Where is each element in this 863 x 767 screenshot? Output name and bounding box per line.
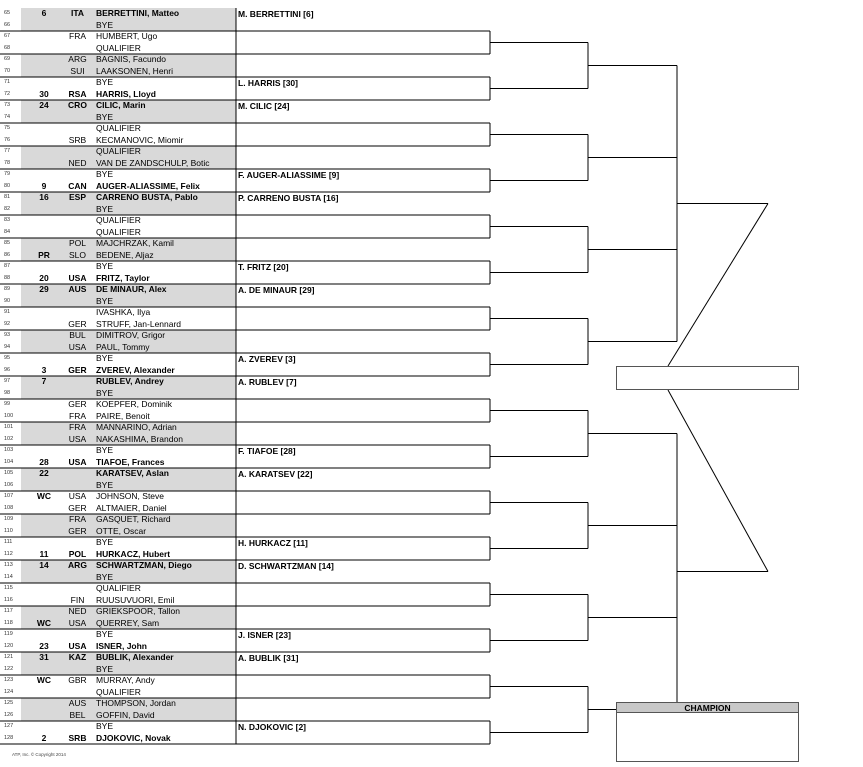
entry-country: FRA	[69, 410, 86, 421]
entry-num: 81	[4, 194, 11, 200]
entry-country: RSA	[68, 88, 87, 99]
round2-entry: P. CARRENO BUSTA [16]	[238, 192, 339, 203]
round2-entry: F. AUGER-ALIASSIME [9]	[238, 169, 340, 180]
entry-num: 106	[4, 481, 14, 488]
entry-num: 125	[4, 700, 14, 706]
bracket-line	[668, 390, 768, 572]
entry-country: GER	[68, 318, 87, 329]
entry-seed: 31	[39, 652, 49, 662]
entry-name: DE MINAUR, Alex	[96, 284, 167, 294]
entry-seed: 7	[41, 376, 47, 386]
entry-num: 124	[4, 688, 14, 695]
entry-num: 100	[4, 412, 14, 419]
entry-name: QUALIFIER	[96, 123, 141, 133]
round2-entry: F. TIAFOE [28]	[238, 445, 296, 456]
entry-name: THOMPSON, Jordan	[96, 698, 176, 708]
entry-num: 114	[4, 573, 13, 580]
entry-num: 110	[4, 527, 13, 534]
entry-num: 118	[4, 619, 13, 626]
entry-country: AUS	[68, 284, 87, 294]
entry-num: 95	[4, 355, 11, 361]
entry-seed: 2	[41, 732, 47, 743]
entry-name: KARATSEV, Aslan	[96, 468, 169, 478]
entry-num: 87	[4, 263, 11, 269]
entry-name: RUUSUVUORI, Emil	[96, 594, 175, 605]
entry-country: USA	[68, 491, 87, 501]
entry-name: GRIEKSPOOR, Tallon	[96, 606, 180, 616]
entry-seed: 3	[41, 364, 47, 375]
entry-name: BYE	[96, 169, 114, 179]
entry-name: BERRETTINI, Matteo	[96, 8, 180, 18]
copyright-footer: ATP, Inc. © Copyright 2014	[12, 752, 66, 757]
entry-num: 108	[4, 504, 14, 511]
entry-country: AUS	[68, 698, 87, 708]
entry-country: ITA	[70, 8, 85, 18]
entry-num: 68	[4, 44, 11, 51]
entry-num: 98	[4, 389, 11, 396]
entry-num: 122	[4, 665, 14, 672]
entry-country: SLO	[68, 249, 86, 260]
entry-country: FRA	[69, 514, 86, 524]
champion-box	[616, 713, 799, 762]
entry-num: 88	[4, 274, 11, 281]
entry-num: 128	[4, 734, 14, 741]
entry-num: 105	[4, 470, 14, 476]
entry-num: 69	[4, 56, 11, 62]
entry-country: GER	[68, 399, 87, 409]
entry-num: 78	[4, 159, 11, 166]
bracket-line	[668, 204, 768, 367]
entry-seed: 30	[39, 88, 49, 99]
champion-label: CHAMPION	[616, 702, 799, 713]
entry-country: FRA	[69, 31, 86, 41]
entry-name: BYE	[96, 295, 114, 306]
entry-country: NED	[68, 606, 87, 616]
entry-num: 117	[4, 608, 13, 614]
entry-name: FRITZ, Taylor	[96, 272, 150, 283]
entry-name: DIMITROV, Grigor	[96, 330, 166, 340]
entry-num: 104	[4, 458, 14, 465]
entry-num: 66	[4, 21, 11, 28]
entry-name: HUMBERT, Ugo	[96, 31, 158, 41]
entry-name: BYE	[96, 353, 114, 363]
entry-country: GER	[68, 525, 87, 536]
entry-num: 72	[4, 90, 11, 97]
entry-country: USA	[68, 433, 87, 444]
entry-seed: 6	[41, 8, 47, 18]
entry-num: 119	[4, 631, 13, 637]
entry-num: 67	[4, 33, 11, 39]
entry-name: VAN DE ZANDSCHULP, Botic	[96, 157, 210, 168]
round2-entry: A. BUBLIK [31]	[238, 652, 299, 663]
entry-name: BYE	[96, 111, 114, 122]
entry-name: RUBLEV, Andrey	[96, 376, 164, 386]
entry-num: 76	[4, 136, 11, 143]
entry-num: 103	[4, 447, 14, 453]
entry-name: BAGNIS, Facundo	[96, 54, 166, 64]
entry-seed: 23	[39, 640, 49, 651]
entry-name: BEDENE, Aljaz	[96, 249, 154, 260]
entry-name: IVASHKA, Ilya	[96, 307, 151, 317]
entry-num: 84	[4, 228, 11, 235]
entry-seed: 29	[39, 284, 49, 294]
entry-country: ARG	[68, 54, 87, 64]
entry-name: TIAFOE, Frances	[96, 456, 165, 467]
entry-name: QUALIFIER	[96, 42, 141, 53]
entry-seed: 20	[39, 272, 49, 283]
entry-num: 113	[4, 562, 13, 568]
entry-name: STRUFF, Jan-Lennard	[96, 318, 182, 329]
entry-name: BYE	[96, 203, 114, 214]
entry-name: ALTMAIER, Daniel	[96, 502, 167, 513]
entry-num: 90	[4, 297, 11, 304]
entry-name: MAJCHRZAK, Kamil	[96, 238, 174, 248]
entry-num: 93	[4, 332, 11, 338]
entry-num: 92	[4, 320, 11, 327]
entry-name: BYE	[96, 721, 114, 731]
entry-num: 116	[4, 596, 13, 603]
entry-num: 101	[4, 424, 14, 430]
entry-num: 79	[4, 171, 11, 177]
round2-entry: A. ZVEREV [3]	[238, 353, 296, 364]
entry-name: ISNER, John	[96, 640, 148, 651]
entry-num: 126	[4, 711, 14, 718]
entry-name: CILIC, Marin	[96, 100, 146, 110]
round2-entry: A. DE MINAUR [29]	[238, 284, 315, 295]
entry-name: CARRENO BUSTA, Pablo	[96, 192, 198, 202]
entry-country: KAZ	[68, 652, 87, 662]
entry-country: GBR	[68, 675, 87, 685]
entry-num: 94	[4, 343, 11, 350]
entry-country: FIN	[70, 594, 85, 605]
entry-country: CAN	[68, 180, 87, 191]
entry-seed: PR	[38, 249, 50, 260]
entry-num: 97	[4, 378, 11, 384]
entry-name: MANNARINO, Adrian	[96, 422, 177, 432]
round2-entry: T. FRITZ [20]	[238, 261, 289, 272]
entry-name: BYE	[96, 663, 114, 674]
entry-seed: WC	[36, 675, 52, 685]
entry-name: OTTE, Oscar	[96, 525, 147, 536]
round2-entry: N. DJOKOVIC [2]	[238, 721, 307, 732]
entry-num: 77	[4, 148, 11, 154]
entry-seed: 14	[39, 560, 49, 570]
round2-entry: M. BERRETTINI [6]	[238, 8, 314, 19]
entry-name: BYE	[96, 261, 114, 271]
entry-country: SRB	[68, 134, 87, 145]
entry-seed: WC	[36, 491, 52, 501]
entry-num: 115	[4, 585, 13, 591]
round2-entry: M. CILIC [24]	[238, 100, 290, 111]
round2-entry: A. KARATSEV [22]	[238, 468, 313, 479]
round2-entry: A. RUBLEV [7]	[238, 376, 297, 387]
entry-name: PAIRE, Benoit	[96, 410, 150, 421]
entry-name: AUGER-ALIASSIME, Felix	[96, 180, 200, 191]
entry-seed: 28	[39, 456, 49, 467]
entry-name: QUERREY, Sam	[96, 617, 160, 628]
entry-name: KOEPFER, Dominik	[96, 399, 173, 409]
entry-name: ZVEREV, Alexander	[96, 364, 175, 375]
entry-country: BEL	[69, 709, 86, 720]
entry-name: NAKASHIMA, Brandon	[96, 433, 183, 444]
entry-num: 102	[4, 435, 14, 442]
entry-name: GASQUET, Richard	[96, 514, 171, 524]
entry-num: 112	[4, 550, 13, 557]
entry-num: 107	[4, 493, 14, 499]
entry-country: GER	[68, 502, 87, 513]
entry-num: 121	[4, 654, 14, 660]
entry-num: 70	[4, 67, 11, 74]
round2-entry: L. HARRIS [30]	[238, 77, 298, 88]
entry-num: 99	[4, 401, 11, 407]
entry-name: DJOKOVIC, Novak	[96, 732, 171, 743]
entry-name: BYE	[96, 537, 114, 547]
entry-country: SUI	[70, 65, 85, 76]
entry-name: BYE	[96, 77, 114, 87]
entry-name: BYE	[96, 19, 114, 30]
entry-seed: WC	[36, 617, 52, 628]
entry-name: BYE	[96, 479, 114, 490]
entry-num: 73	[4, 102, 11, 108]
entry-name: HURKACZ, Hubert	[96, 548, 171, 559]
entry-country: FRA	[69, 422, 86, 432]
entry-country: ESP	[68, 192, 86, 202]
entry-name: BYE	[96, 445, 114, 455]
entry-country: USA	[68, 617, 87, 628]
entry-name: QUALIFIER	[96, 146, 141, 156]
entry-country: USA	[68, 272, 87, 283]
entry-num: 89	[4, 286, 11, 292]
entry-country: POL	[68, 238, 86, 248]
entry-num: 71	[4, 79, 11, 85]
entry-country: BUL	[69, 330, 86, 340]
entry-num: 91	[4, 309, 11, 315]
entry-country: POL	[68, 548, 87, 559]
entry-num: 96	[4, 366, 11, 373]
entry-num: 127	[4, 723, 14, 729]
entry-name: HARRIS, Lloyd	[96, 88, 156, 99]
entry-num: 82	[4, 205, 11, 212]
entry-country: USA	[68, 341, 87, 352]
entry-num: 74	[4, 113, 11, 120]
entry-country: ARG	[68, 560, 87, 570]
entry-name: BYE	[96, 387, 114, 398]
entry-num: 123	[4, 677, 14, 683]
entry-num: 86	[4, 251, 11, 258]
entry-seed: 16	[39, 192, 49, 202]
entry-seed: 24	[39, 100, 49, 110]
entry-name: BYE	[96, 629, 114, 639]
entry-num: 85	[4, 240, 11, 246]
entry-seed: 22	[39, 468, 49, 478]
entry-country: GER	[68, 364, 87, 375]
entry-num: 65	[4, 10, 11, 16]
final-box	[616, 366, 799, 390]
entry-country: SRB	[68, 732, 87, 743]
entry-num: 120	[4, 642, 14, 649]
entry-name: QUALIFIER	[96, 583, 141, 593]
round2-entry: H. HURKACZ [11]	[238, 537, 308, 548]
entry-name: BYE	[96, 571, 114, 582]
entry-name: JOHNSON, Steve	[96, 491, 165, 501]
entry-country: USA	[68, 640, 87, 651]
entry-name: QUALIFIER	[96, 686, 141, 697]
entry-name: LAAKSONEN, Henri	[96, 65, 173, 76]
entry-seed: 11	[39, 548, 49, 559]
entry-num: 75	[4, 125, 11, 131]
entry-country: CRO	[68, 100, 87, 110]
entry-name: BUBLIK, Alexander	[96, 652, 174, 662]
entry-name: MURRAY, Andy	[96, 675, 155, 685]
entry-name: SCHWARTZMAN, Diego	[96, 560, 192, 570]
round2-entry: D. SCHWARTZMAN [14]	[238, 560, 334, 571]
entry-country: NED	[68, 157, 87, 168]
entry-num: 83	[4, 217, 11, 223]
entry-num: 109	[4, 516, 14, 522]
entry-name: PAUL, Tommy	[96, 341, 150, 352]
entry-name: KECMANOVIC, Miomir	[96, 134, 184, 145]
round2-entry: J. ISNER [23]	[238, 629, 291, 640]
entry-name: GOFFIN, David	[96, 709, 155, 720]
entry-num: 80	[4, 182, 11, 189]
entry-country: USA	[68, 456, 87, 467]
entry-num: 111	[4, 539, 13, 545]
entry-seed: 9	[41, 180, 47, 191]
entry-name: QUALIFIER	[96, 215, 141, 225]
entry-name: QUALIFIER	[96, 226, 141, 237]
